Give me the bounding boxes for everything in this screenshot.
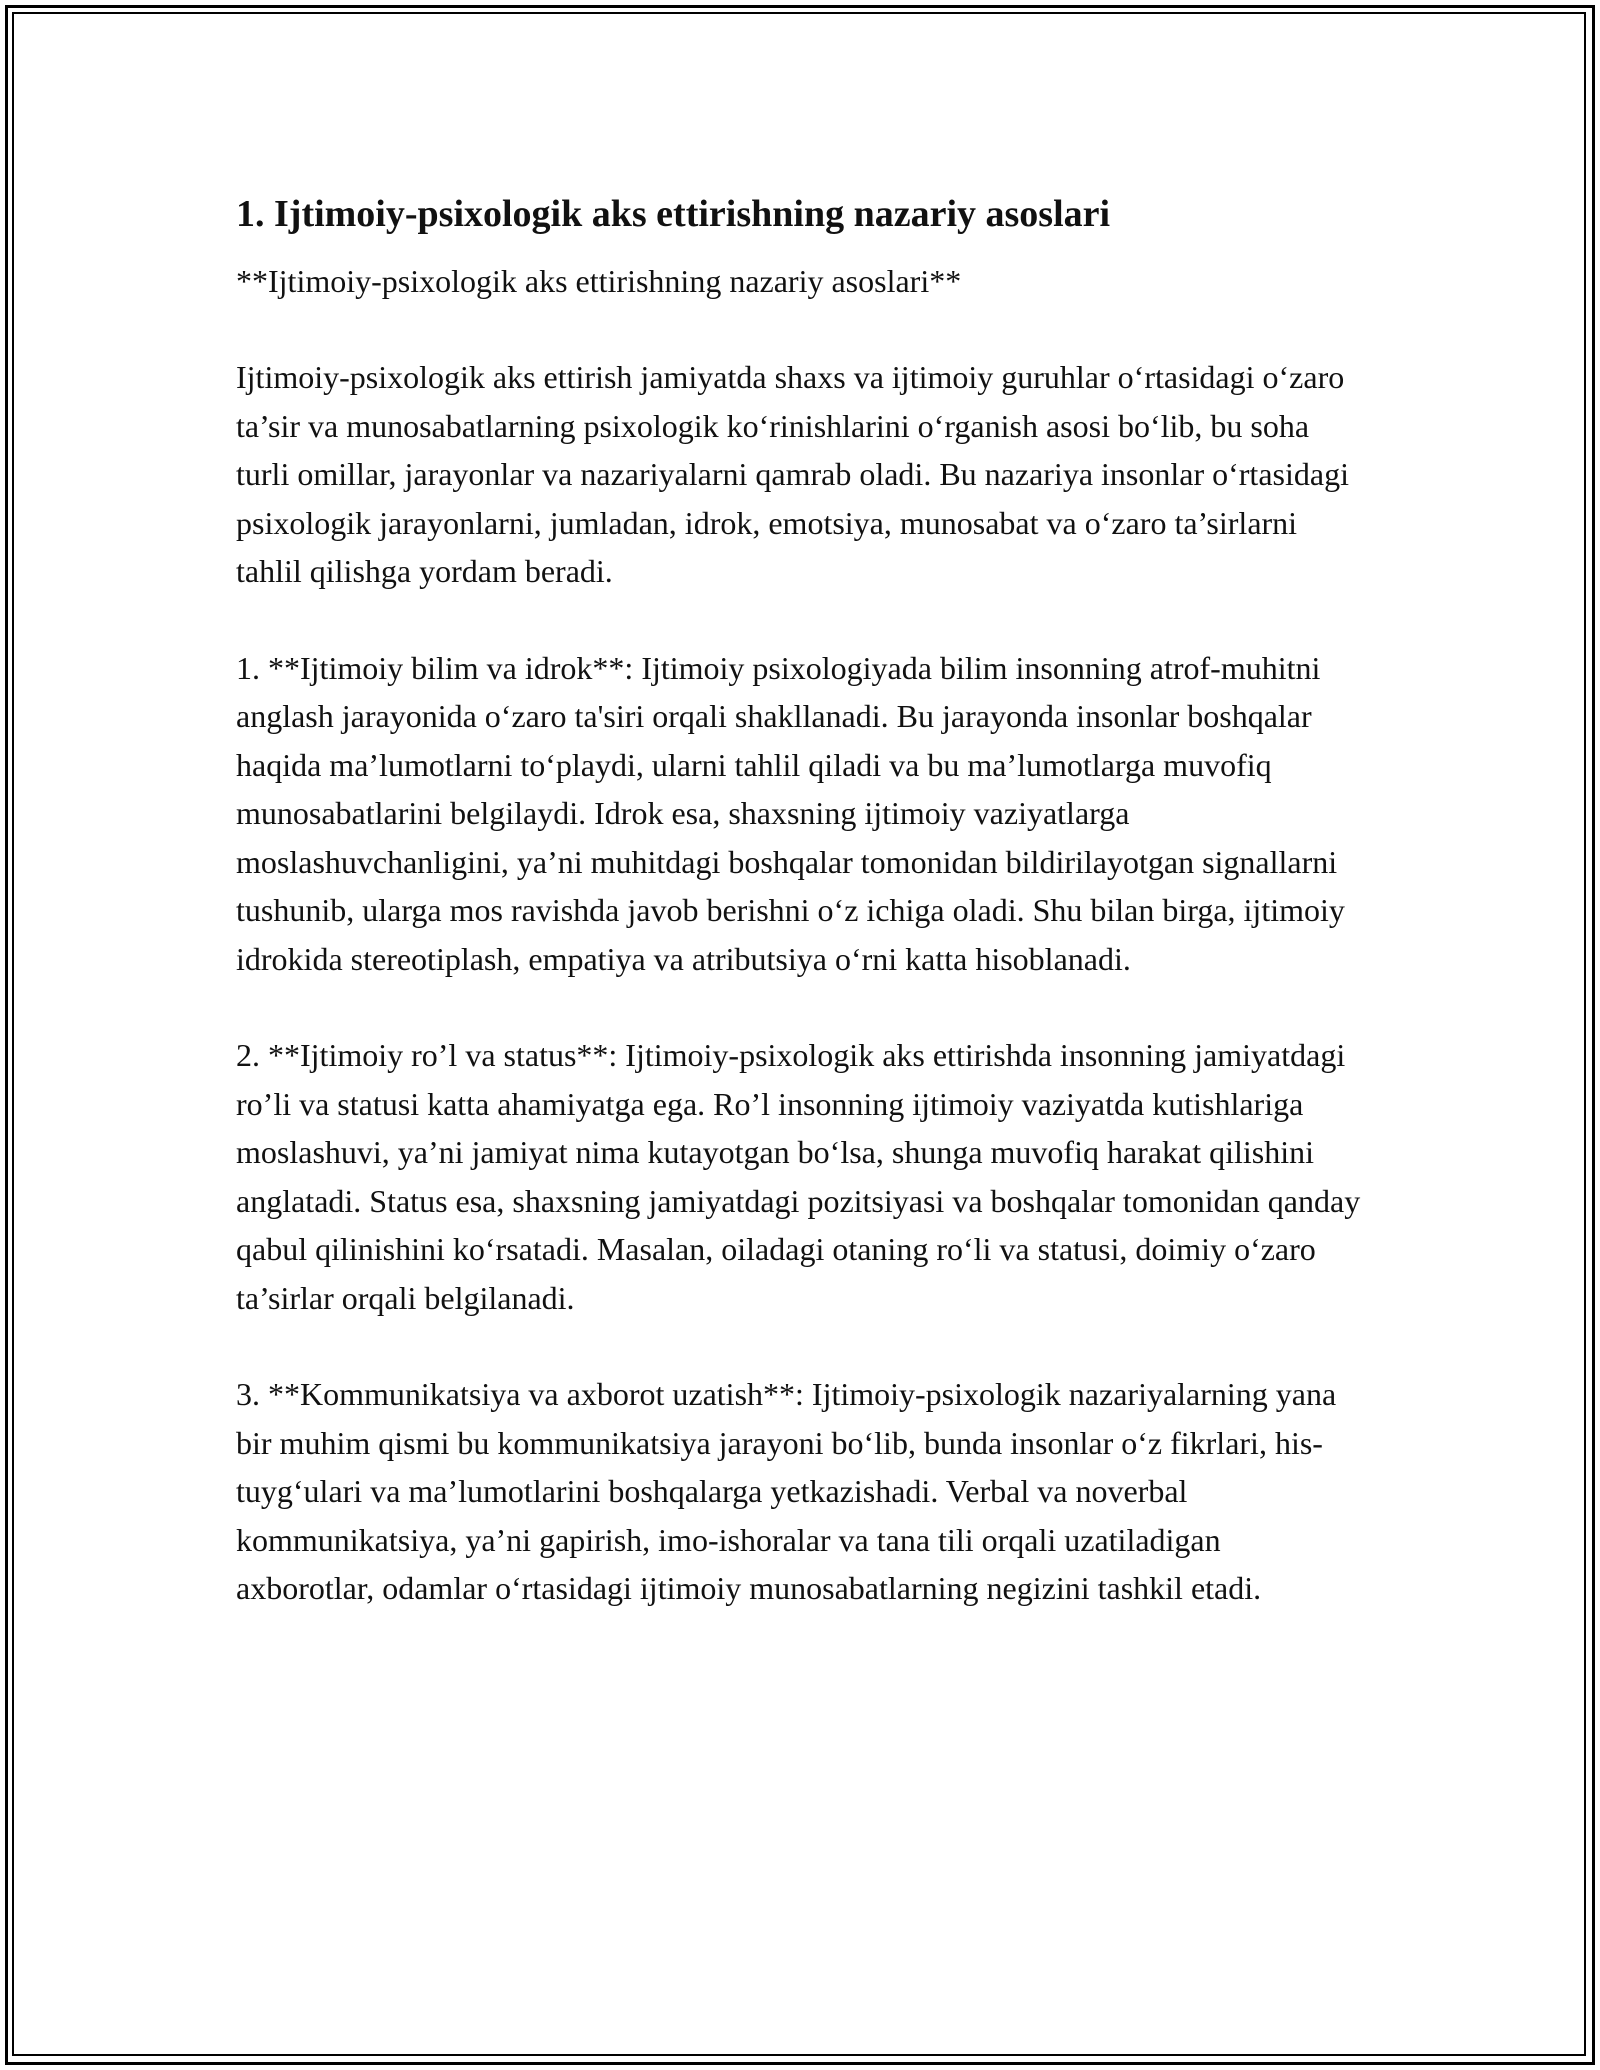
point-1-paragraph: 1. **Ijtimoiy bilim va idrok**: Ijtimoiy psixologiyada bilim insonning atrof-muhitni anglash jarayonida o‘zaro ta'siri orqali shakllanadi. Bu jarayonda insonlar boshqalar haqida ma’lumotlarni to‘playdi, ularni tahlil qiladi va bu ma’lumotlarga muvofiq munosabatlarini belgilaydi. Idrok esa, shaxsning ijtimoiy vaziyatlarga moslashuvchanligini, ya’ni muhitdagi boshqalar tomonidan bildirilayotgan signallarni tushunib, ularga mos ravishda javob berishni o‘z ichiga oladi. Shu bilan birga, ijtimoiy idrokida stereotiplash, empatiya va atributsiya o‘rni katta hisoblanadi. <box>236 649 1345 977</box>
document-body <box>236 186 1366 1613</box>
section-heading: 1. Ijtimoiy-psixologik aks ettirishning nazariy asoslari <box>236 193 1111 235</box>
point-3-paragraph: 3. **Kommunikatsiya va axborot uzatish**: Ijtimoiy-psixologik nazariyalarning yana bir muhim qismi bu kommunikatsiya jarayoni bo‘lib, bunda insonlar o‘z fikrlari, his-tuyg‘ulari va ma’lumotlarini boshqalarga yetkazishadi. Verbal va noverbal kommunikatsiya, ya’ni gapirish, imo-ishoralar va tana tili orqali uzatiladigan axborotlar, odamlar o‘rtasidagi ijtimoiy munosabatlarning negizini tashkil etadi. <box>236 1376 1337 1606</box>
section-subtitle: **Ijtimoiy-psixologik aks ettirishning nazariy asoslari** <box>236 263 962 299</box>
point-2-paragraph: 2. **Ijtimoiy ro’l va status**: Ijtimoiy-psixologik aks ettirishda insonning jamiyatdagi ro’li va statusi katta ahamiyatga ega. Ro’l insonning ijtimoiy vaziyatda kutishlariga moslashuvi, ya’ni jamiyat nima kutayotgan bo‘lsa, shunga muvofiq harakat qilishini anglatadi. Status esa, shaxsning jamiyatdagi pozitsiyasi va boshqalar tomonidan qanday qabul qilinishini ko‘rsatadi. Masalan, oiladagi otaning ro‘li va statusi, doimiy o‘zaro ta’sirlar orqali belgilanadi. <box>236 1037 1361 1316</box>
intro-paragraph: Ijtimoiy-psixologik aks ettirish jamiyatda shaxs va ijtimoiy guruhlar o‘rtasidagi o‘zaro ta’sir va munosabatlarning psixologik ko‘rinishlarini o‘rganish asosi bo‘lib, bu soha turli omillar, jarayonlar va nazariyalarni qamrab oladi. Bu nazariya insonlar o‘rtasidagi psixologik jarayonlarni, jumladan, idrok, emotsiya, munosabat va o‘zaro ta’sirlarni tahlil qilishga yordam beradi. <box>236 359 1349 589</box>
